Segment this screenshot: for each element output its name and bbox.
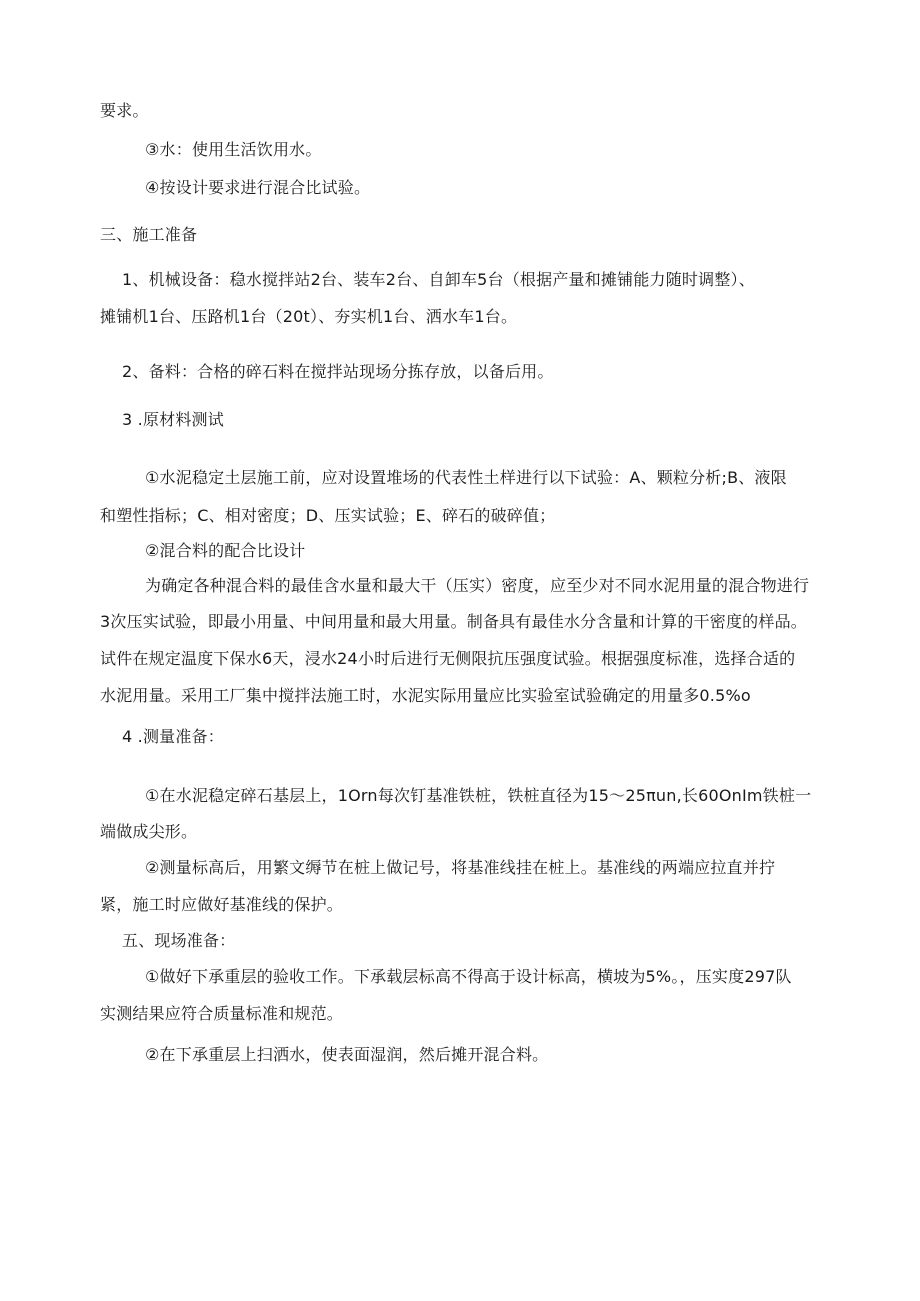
text-line: 3次压实试验，即最小用量、中间用量和最大用量。制备具有最佳水分含量和计算的干密度的样品。 xyxy=(100,612,807,631)
section-heading: 3 .原材料测试 xyxy=(122,410,224,429)
section-heading: 4 .测量准备： xyxy=(122,727,224,746)
text-line: 要求。 xyxy=(100,101,149,120)
text-line: ③水：使用生活饮用水。 xyxy=(145,140,322,159)
section-heading: 五、现场准备： xyxy=(122,931,236,950)
text-line: ②混合料的配合比设计 xyxy=(145,541,306,560)
text-line: 和塑性指标；C、相对密度；D、压实试验；E、碎石的破碎值； xyxy=(100,506,556,525)
section-heading: 三、施工准备 xyxy=(100,225,198,244)
text-line: 紧，施工时应做好基准线的保护。 xyxy=(100,895,344,914)
text-line: ②在下承重层上扫洒水，使表面湿润，然后摊开混合料。 xyxy=(145,1045,549,1064)
text-line: ②测量标高后，用繁文缛节在桩上做记号，将基准线挂在桩上。基准线的两端应拉直并拧 xyxy=(145,858,776,877)
text-line: 水泥用量。采用工厂集中搅拌法施工时，水泥实际用量应比实验室试验确定的用量多0.5%o xyxy=(100,686,751,705)
text-line: 试件在规定温度下保水6天，浸水24小时后进行无侧限抗压强度试验。根据强度标准，选择合适的 xyxy=(100,649,796,668)
text-line: 摊铺机1台、压路机1台（20t）、夯实机1台、洒水车1台。 xyxy=(100,307,518,326)
text-line: 端做成尖形。 xyxy=(100,822,198,841)
text-line: 实测结果应符合质量标准和规范。 xyxy=(100,1004,344,1023)
text-line: ①水泥稳定土层施工前，应对设置堆场的代表性土样进行以下试验：A、颗粒分析;B、液限 xyxy=(145,468,787,487)
text-line: 2、备料：合格的碎石料在搅拌站现场分拣存放，以备后用。 xyxy=(122,362,554,381)
text-line: ④按设计要求进行混合比试验。 xyxy=(145,178,371,197)
text-line: ①做好下承重层的验收工作。下承载层标高不得高于设计标高，横坡为5%。，压实度297队 xyxy=(145,967,792,986)
text-line: 为确定各种混合料的最佳含水量和最大干（压实）密度，应至少对不同水泥用量的混合物进行 xyxy=(145,576,810,595)
text-line: ①在水泥稳定碎石基层上，1Orn每次钉基准铁桩，铁桩直径为15～25πun,长60OnIm铁桩一 xyxy=(145,786,812,805)
text-line: 1、机械设备：稳水搅拌站2台、装车2台、自卸车5台（根据产量和摊铺能力随时调整）、 xyxy=(122,270,755,289)
